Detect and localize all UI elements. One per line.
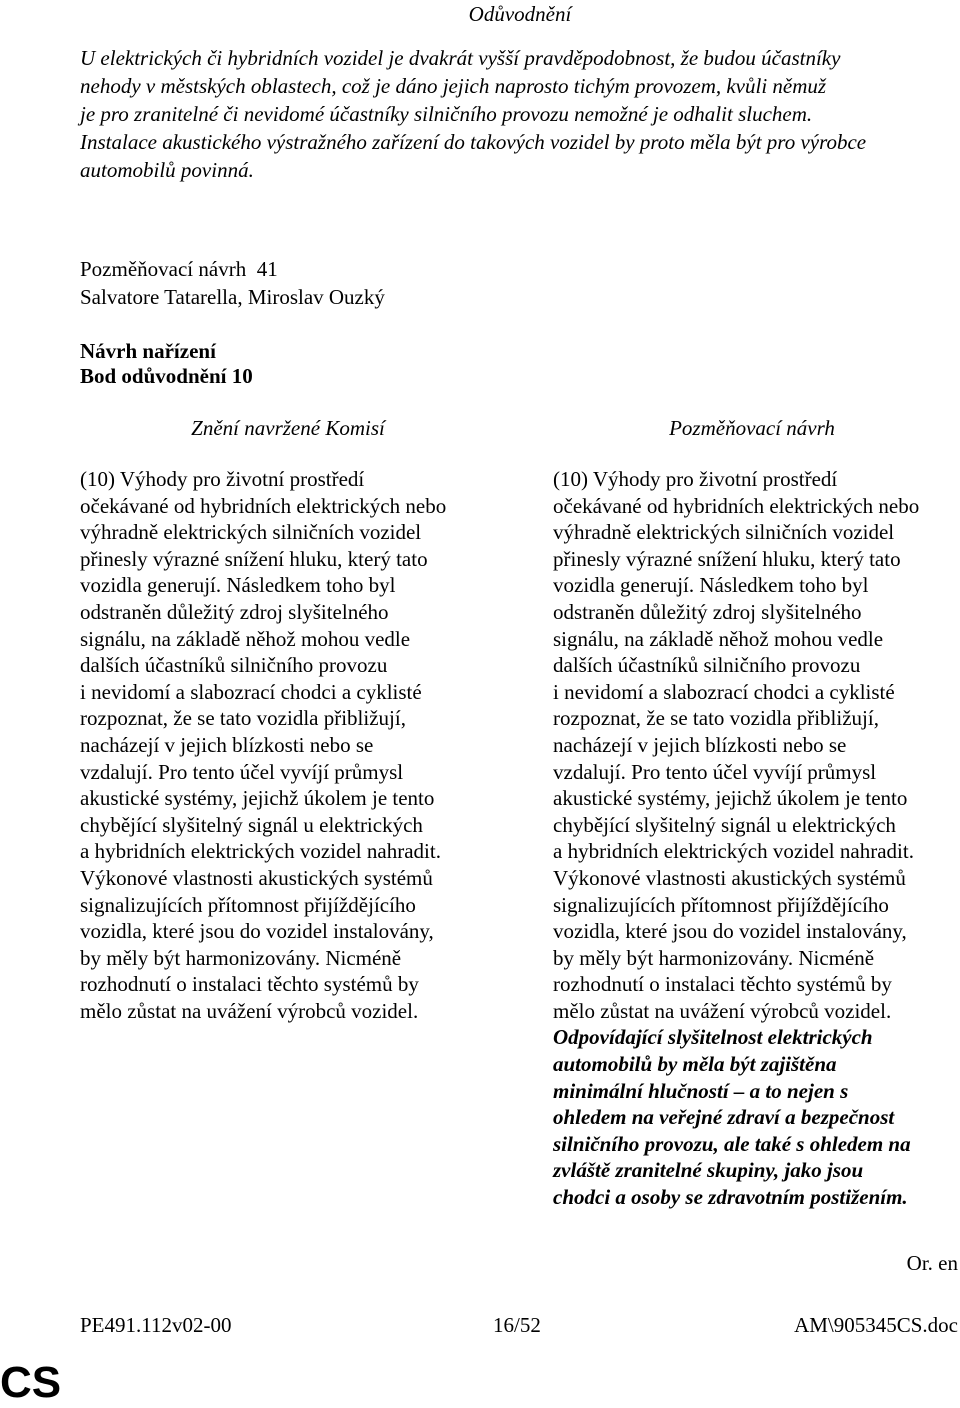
amendment-text-line: i nevidomí a slabozrací chodci a cyklisté [553, 679, 895, 704]
amendment-text-line: signalizujících přítomnost přijíždějícího [553, 892, 889, 917]
justification-line: U elektrických či hybridních vozidel je dvakrát vyšší pravděpodobnost, že budou účastníky [80, 46, 841, 70]
amendment-added-line: automobilů by měla být zajištěna [553, 1052, 837, 1077]
commission-text-line: dalších účastníků silničního provozu [80, 653, 388, 678]
amendment-added-line: zvláště zranitelné skupiny, jako jsou [553, 1158, 864, 1183]
justification-line: automobilů povinná. [80, 158, 254, 182]
original-language: Or. en [906, 1251, 958, 1275]
footer-document-reference: PE491.112v02-00 [80, 1313, 232, 1337]
amendment-text-line: vozidla generují. Následkem toho byl [553, 573, 869, 598]
amendment-text-line: dalších účastníků silničního provozu [553, 653, 861, 678]
commission-text-column [80, 466, 446, 1024]
commission-text-line: akustické systémy, jejichž úkolem je tento [80, 786, 435, 811]
commission-text-line: (10) Výhody pro životní prostředí [80, 467, 365, 491]
justification-title: Odůvodnění [468, 2, 572, 26]
amendment-added-line: chodci a osoby se zdravotním postižením. [553, 1185, 908, 1210]
commission-text-line: chybějící slyšitelný signál u elektrických [80, 812, 423, 837]
commission-text-line: výhradně elektrických silničních vozidel [80, 520, 422, 545]
amendment-added-line: silničního provozu, ale také s ohledem na [553, 1131, 911, 1156]
commission-text-line: by měly být harmonizovány. Nicméně [80, 945, 402, 970]
commission-text-line: signalizujících přítomnost přijíždějícího [80, 892, 416, 917]
footer-file-name: AM\905345CS.doc [794, 1313, 958, 1337]
commission-text-header: Znění navržené Komisí [191, 416, 385, 440]
amendment-text-line: a hybridních elektrických vozidel nahradit. [553, 839, 914, 864]
commission-text-line: vozidla, které jsou do vozidel instalovány, [80, 919, 434, 944]
commission-text-line: vozidla generují. Následkem toho byl [80, 573, 396, 598]
amendment-text-line: nacházejí v jejich blízkosti nebo se [553, 732, 847, 757]
justification-line: je pro zranitelné či nevidomé účastníky silničního provozu nemožné je odhalit sluchem. [80, 102, 813, 126]
amendment-number: Pozměňovací návrh 41 [80, 257, 278, 281]
amendment-text-line: výhradně elektrických silničních vozidel [553, 520, 895, 545]
amendment-text-line: očekávané od hybridních elektrických nebo [553, 493, 920, 518]
amendment-text-line: Výkonové vlastnosti akustických systémů [553, 865, 906, 890]
justification-text [80, 44, 960, 184]
amendment-text-line: signálu, na základě něhož mohou vedle [553, 626, 884, 651]
commission-text-line: přinesly výrazné snížení hluku, který tato [80, 546, 428, 571]
commission-text-line: vzdalují. Pro tento účel vyvíjí průmysl [80, 759, 404, 784]
justification-line: nehody v městských oblastech, což je dáno jejich naprosto tichým provozem, kvůli němuž [80, 74, 827, 98]
proposal-label: Návrh nařízení [80, 339, 216, 363]
language-code: CS [0, 1358, 62, 1407]
amendment-text-line: rozpoznat, že se tato vozidla přibližují, [553, 706, 879, 731]
amendment-text-line: přinesly výrazné snížení hluku, který tato [553, 546, 901, 571]
commission-text-line: a hybridních elektrických vozidel nahradit. [80, 839, 441, 864]
amendment-text-line: odstraněn důležitý zdroj slyšitelného [553, 599, 862, 624]
commission-text-line: rozhodnutí o instalaci těchto systémů by [80, 972, 419, 997]
amendment-text-line: (10) Výhody pro životní prostředí [553, 467, 838, 491]
commission-text-line: rozpoznat, že se tato vozidla přibližují, [80, 706, 406, 731]
commission-text-line: nacházejí v jejich blízkosti nebo se [80, 732, 374, 757]
recital-label: Bod odůvodnění 10 [80, 364, 253, 388]
commission-text-line: očekávané od hybridních elektrických nebo [80, 493, 447, 518]
amendment-text-line: vozidla, které jsou do vozidel instalovány, [553, 919, 907, 944]
amendment-added-line: ohledem na veřejné zdraví a bezpečnost [553, 1105, 895, 1130]
commission-text-line: signálu, na základě něhož mohou vedle [80, 626, 411, 651]
amendment-header: Pozměňovací návrh [669, 416, 835, 440]
amendment-added-line: Odpovídající slyšitelnost elektrických [553, 1025, 873, 1050]
commission-text-line: mělo zůstat na uvážení výrobců vozidel. [80, 998, 419, 1023]
commission-text-line: Výkonové vlastnosti akustických systémů [80, 865, 433, 890]
amendment-text-column [553, 466, 919, 1211]
amendment-added-line: minimální hlučností – a to nejen s [553, 1078, 849, 1103]
amendment-authors: Salvatore Tatarella, Miroslav Ouzký [80, 285, 385, 309]
amendment-text-line: by měly být harmonizovány. Nicméně [553, 945, 875, 970]
commission-text-line: odstraněn důležitý zdroj slyšitelného [80, 599, 389, 624]
amendment-text-line: akustické systémy, jejichž úkolem je tento [553, 786, 908, 811]
footer-page-number: 16/52 [493, 1313, 541, 1337]
justification-line: Instalace akustického výstražného zařízení do takových vozidel by proto měla být pro výrobce [80, 130, 867, 154]
amendment-text-line: vzdalují. Pro tento účel vyvíjí průmysl [553, 759, 877, 784]
amendment-text-line: mělo zůstat na uvážení výrobců vozidel. [553, 998, 892, 1023]
commission-text-line: i nevidomí a slabozrací chodci a cyklisté [80, 679, 422, 704]
amendment-text-line: chybějící slyšitelný signál u elektrických [553, 812, 896, 837]
amendment-text-line: rozhodnutí o instalaci těchto systémů by [553, 972, 892, 997]
